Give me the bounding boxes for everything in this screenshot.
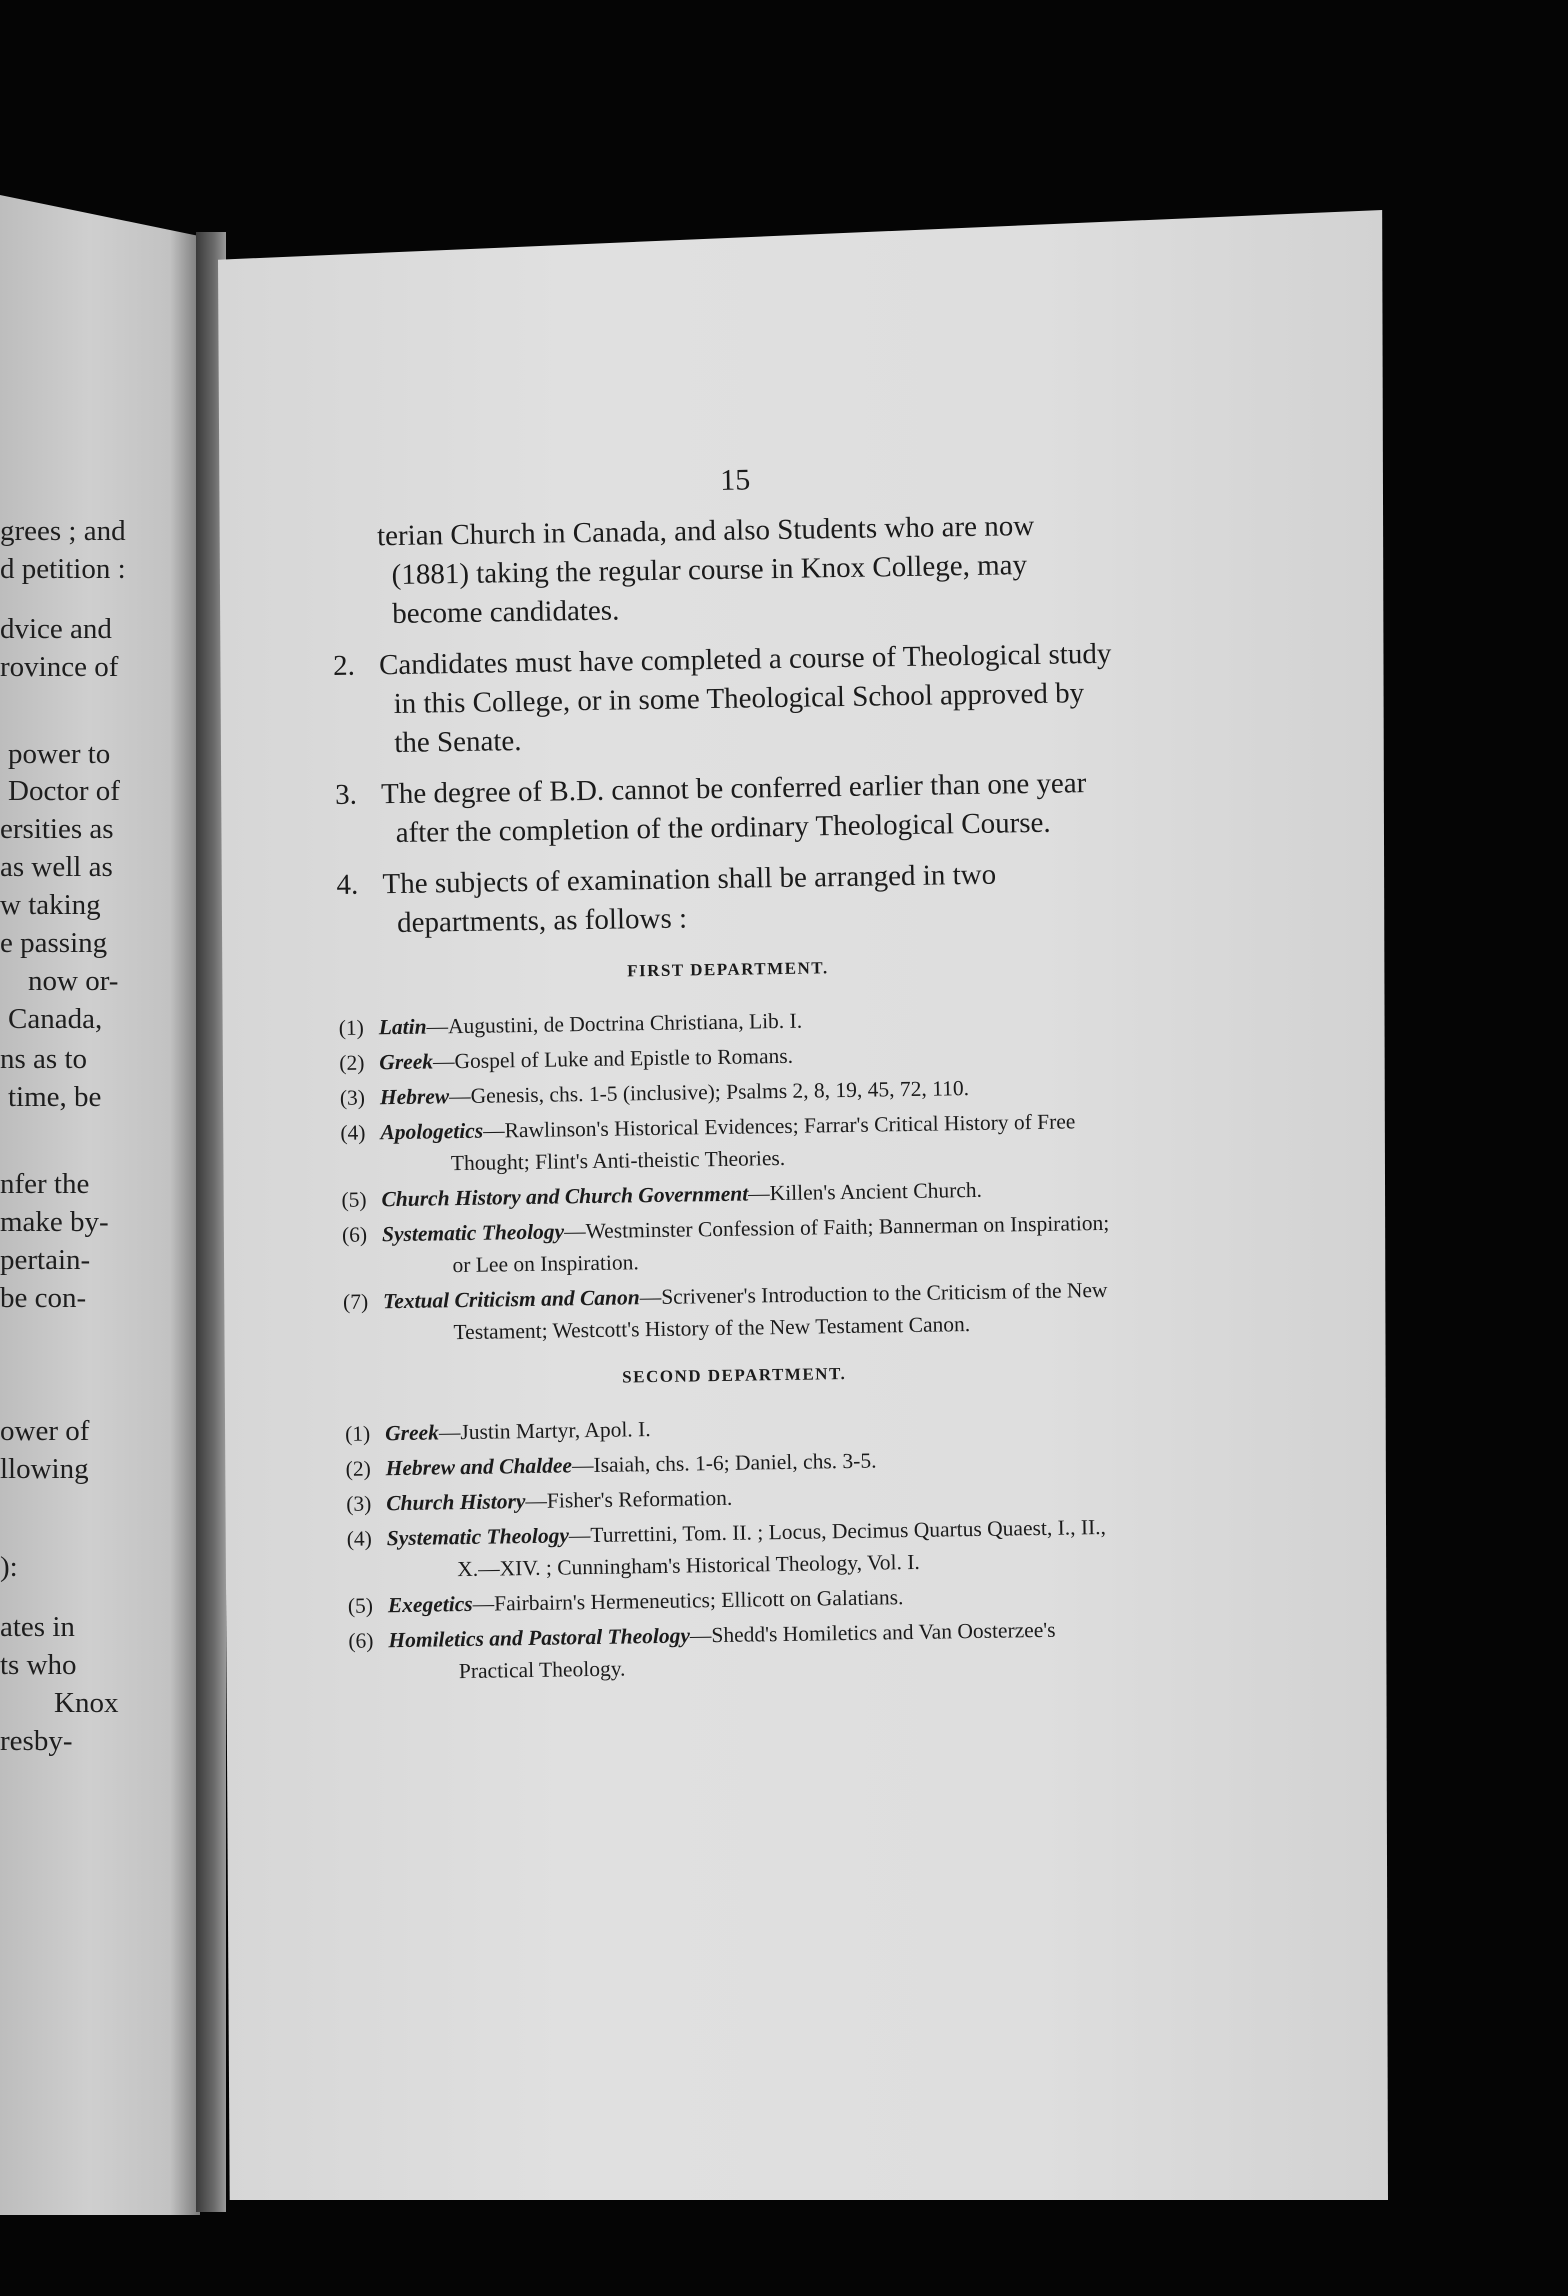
item-number: (3) — [346, 1491, 372, 1516]
paragraph-number: 3. — [334, 778, 358, 811]
first-department-heading: FIRST DEPARTMENT. — [626, 958, 829, 981]
left-fragment: ts who — [0, 1649, 77, 1681]
paragraph-text: The degree of B.D. cannot be conferred earlier than one year after the completion of the ordinary Theological Course. — [380, 767, 1087, 850]
paragraph-number — [331, 545, 377, 546]
left-fragment: resby- — [0, 1725, 73, 1757]
item-number: (3) — [339, 1085, 366, 1110]
item-text: —Turrettini, Tom. II. ; Locus, Decimus Quartus Quaest, I., II., X.—XIV. ; Cunningham's Historical Theology, Vol. I. — [457, 1514, 1107, 1582]
left-fragment: pertain- — [0, 1244, 91, 1276]
item-text: —Westminster Confession of Faith; Bannerman on Inspiration; or Lee on Inspiration. — [452, 1210, 1110, 1278]
left-fragment: w taking — [0, 889, 101, 921]
item-text: —Scrivener's Introduction to the Criticism of the New Testament; Westcott's History of the New Testament Canon. — [453, 1277, 1108, 1345]
item-title: Greek — [379, 1049, 434, 1075]
item-title: Systematic Theology — [386, 1523, 570, 1551]
left-fragment: e passing — [0, 927, 108, 959]
item-title: Latin — [378, 1014, 427, 1040]
left-fragment: time, be — [8, 1081, 102, 1113]
item-title: Homiletics and Pastoral Theology — [388, 1623, 691, 1653]
item-title: Greek — [384, 1420, 440, 1446]
left-fragment: grees ; and — [0, 515, 126, 547]
paragraph — [335, 764, 1116, 854]
left-fragment: now or- — [28, 965, 119, 997]
left-fragment: ): — [0, 1551, 18, 1583]
item-title: Apologetics — [380, 1118, 484, 1145]
item-number: (7) — [342, 1289, 369, 1314]
item-text: —Killen's Ancient Church. — [748, 1177, 983, 1206]
left-fragment: make by- — [0, 1206, 109, 1238]
left-fragment: be con- — [0, 1282, 87, 1314]
paragraph-number: 2. — [332, 649, 356, 682]
paragraph — [336, 854, 1117, 944]
left-fragment: llowing — [0, 1453, 89, 1485]
second-department-list — [345, 1406, 1129, 1689]
item-title: Systematic Theology — [381, 1219, 565, 1247]
item-number: (1) — [344, 1421, 371, 1446]
list-item — [348, 1613, 1129, 1689]
list-item — [347, 1511, 1128, 1587]
left-fragment: ersities as — [0, 813, 114, 845]
item-title: Hebrew and Chaldee — [385, 1453, 573, 1481]
left-fragment: Doctor of — [8, 775, 120, 807]
item-text: —Rawlinson's Historical Evidences; Farrar's Critical History of Free Thought; Flint's Anti-theistic Theories. — [450, 1109, 1076, 1176]
item-text: —Gospel of Luke and Epistle to Romans. — [432, 1043, 794, 1074]
item-title: Exegetics — [387, 1591, 473, 1618]
left-fragment: power to — [8, 738, 111, 770]
item-text: —Genesis, chs. 1-5 (inclusive); Psalms 2, 8, 19, 45, 72, 110. — [448, 1076, 970, 1109]
item-number: (6) — [341, 1222, 368, 1247]
item-text: —Fairbairn's Hermeneutics; Ellicott on Galatians. — [472, 1585, 904, 1616]
left-fragment: nfer the — [0, 1168, 90, 1200]
left-fragment: d petition : — [0, 553, 126, 585]
item-title: Textual Criticism and Canon — [382, 1285, 640, 1314]
left-fragment: ns as to — [0, 1043, 87, 1075]
page-number: 15 — [719, 463, 751, 497]
left-fragment: dvice and — [0, 613, 112, 645]
left-fragment: Canada, — [8, 1003, 103, 1035]
item-text: —Augustini, de Doctrina Christiana, Lib. I. — [426, 1008, 803, 1039]
left-fragment: as well as — [0, 851, 113, 883]
left-fragment: ates in — [0, 1611, 75, 1643]
item-text: —Justin Martyr, Apol. I. — [438, 1417, 651, 1445]
item-text: —Fisher's Reformation. — [525, 1485, 733, 1514]
list-item — [342, 1207, 1123, 1283]
left-fragment: ower of — [0, 1415, 90, 1447]
item-title: Church History and Church Government — [381, 1181, 749, 1212]
paragraph-text: terian Church in Canada, and also Students who are now (1881) taking the regular course in Knox College, may become candidates. — [376, 509, 1035, 631]
item-text: —Shedd's Homiletics and Van Oosterzee's Practical Theology. — [458, 1617, 1056, 1684]
item-title: Church History — [386, 1489, 526, 1516]
left-fragment: Knox — [54, 1687, 119, 1719]
second-department-heading: SECOND DEPARTMENT. — [622, 1364, 847, 1387]
list-item — [343, 1274, 1124, 1350]
item-number: (5) — [347, 1593, 374, 1618]
paragraph-text: Candidates must have completed a course of Theological study in this College, or in some Theological School approved by the Senate. — [378, 637, 1112, 760]
item-number: (2) — [339, 1050, 365, 1075]
item-number: (6) — [348, 1628, 374, 1653]
left-fragment: rovince of — [0, 651, 119, 683]
item-number: (1) — [338, 1015, 365, 1040]
item-text: —Isaiah, chs. 1-6; Daniel, chs. 3-5. — [571, 1448, 877, 1478]
right-page-content — [330, 458, 1129, 1692]
paragraph — [333, 635, 1115, 764]
item-number: (4) — [340, 1120, 366, 1145]
item-number: (4) — [346, 1526, 373, 1551]
list-item — [340, 1105, 1121, 1181]
item-number: (2) — [345, 1456, 371, 1481]
item-title: Hebrew — [379, 1084, 450, 1110]
paragraph — [331, 506, 1113, 635]
paragraph-number: 4. — [336, 868, 359, 901]
paragraph-text: The subjects of examination shall be arranged in two departments, as follows : — [382, 858, 997, 939]
first-department-list — [339, 1000, 1124, 1350]
item-number: (5) — [341, 1187, 367, 1212]
